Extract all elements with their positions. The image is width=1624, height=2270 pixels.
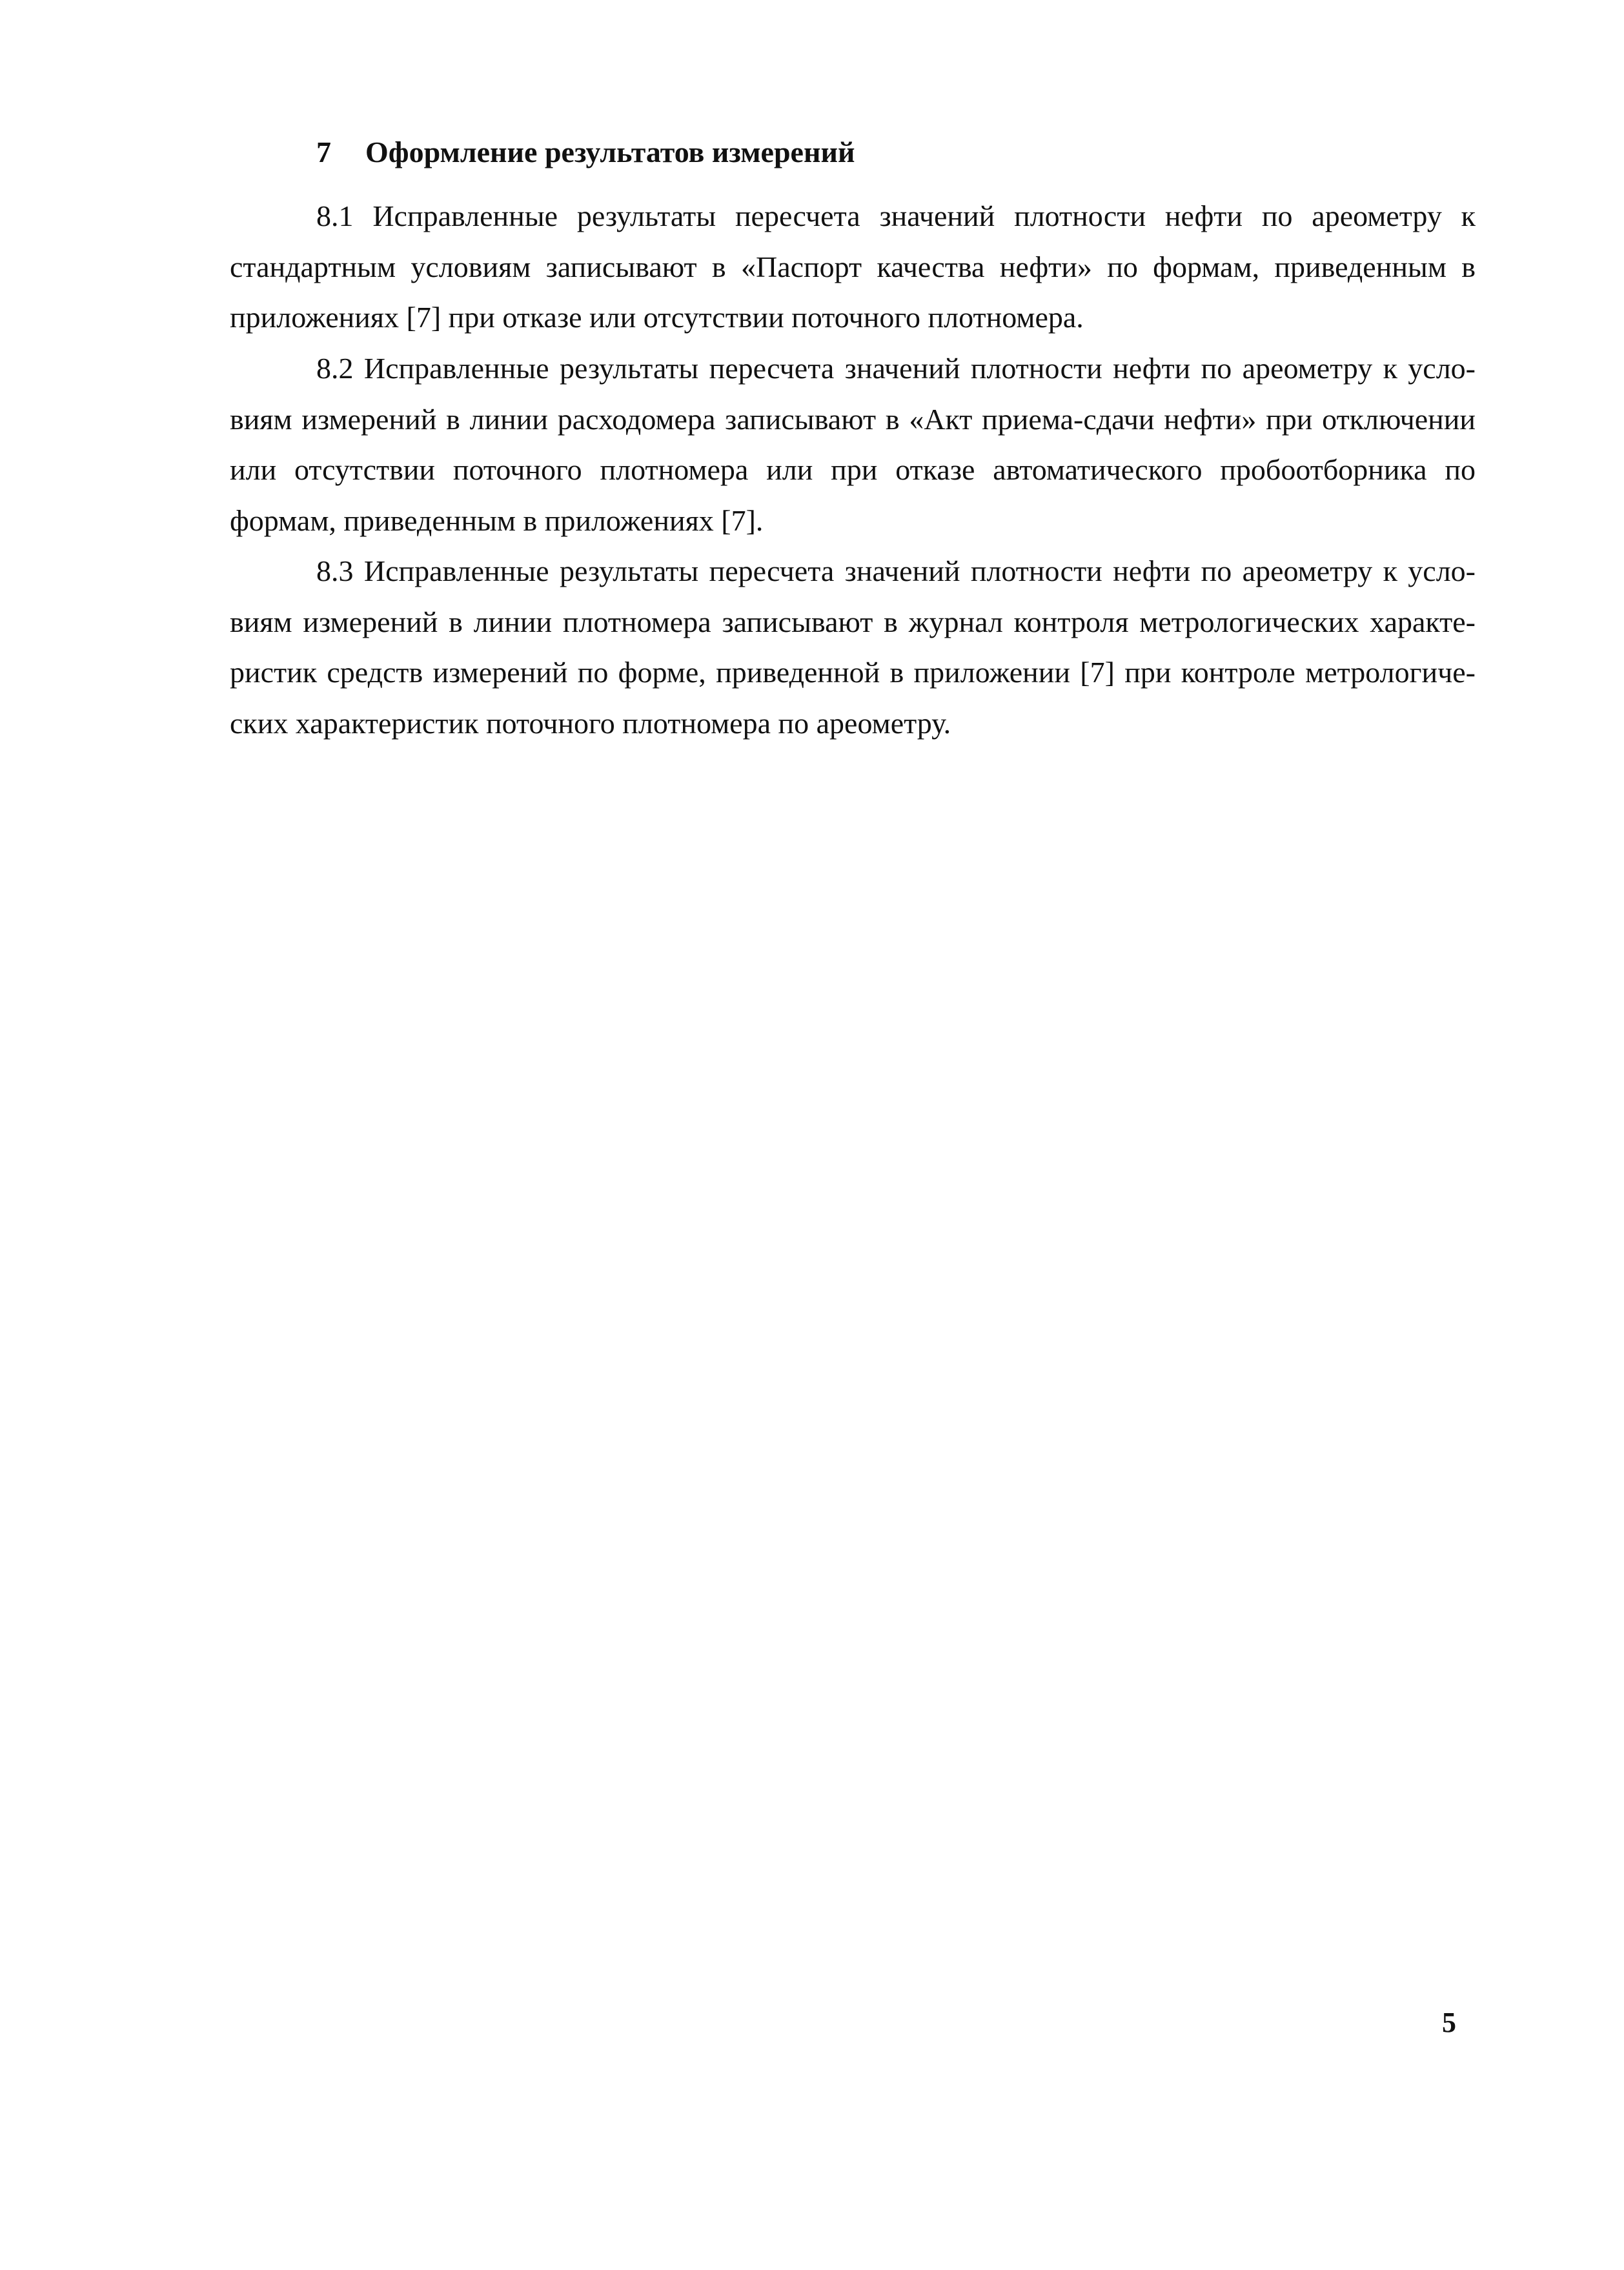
paragraph-text: 8.2 Исправленные результаты пересчета значений плотности нефти по ареометру к условиям измерений в линии расходомера записывают в «Акт приема-сдачи нефти» при отключении или отсутствии поточного плотномера или при отказе автоматического пробоотборника по формам, приведенным в приложениях [7].	[230, 352, 1476, 537]
paragraph-text: 8.1 Исправленные результаты пересчета значений плотности нефти по ареометру к стандартным условиям записывают в «Паспорт качества нефти» по формам, приведенным в приложениях [7] при отказе или отсутствии поточного плотномера.	[230, 199, 1476, 334]
paragraph-8-3	[230, 546, 1476, 749]
section-number: 7	[316, 136, 331, 168]
paragraph-text: 8.3 Исправленные результаты пересчета значений плотности нефти по ареометру к условиям измерений в линии плотномера записывают в журнал контроля метрологических характеристик средств измерений по форме, приведенной в приложении [7] при контроле метрологических характеристик поточного плотномера по ареометру.	[230, 554, 1476, 740]
section-heading	[316, 127, 855, 178]
paragraph-8-2	[230, 343, 1476, 546]
page-number: 5	[1442, 2007, 1456, 2038]
paragraph-8-1	[230, 191, 1476, 343]
section-title: Оформление результатов измерений	[365, 136, 855, 168]
